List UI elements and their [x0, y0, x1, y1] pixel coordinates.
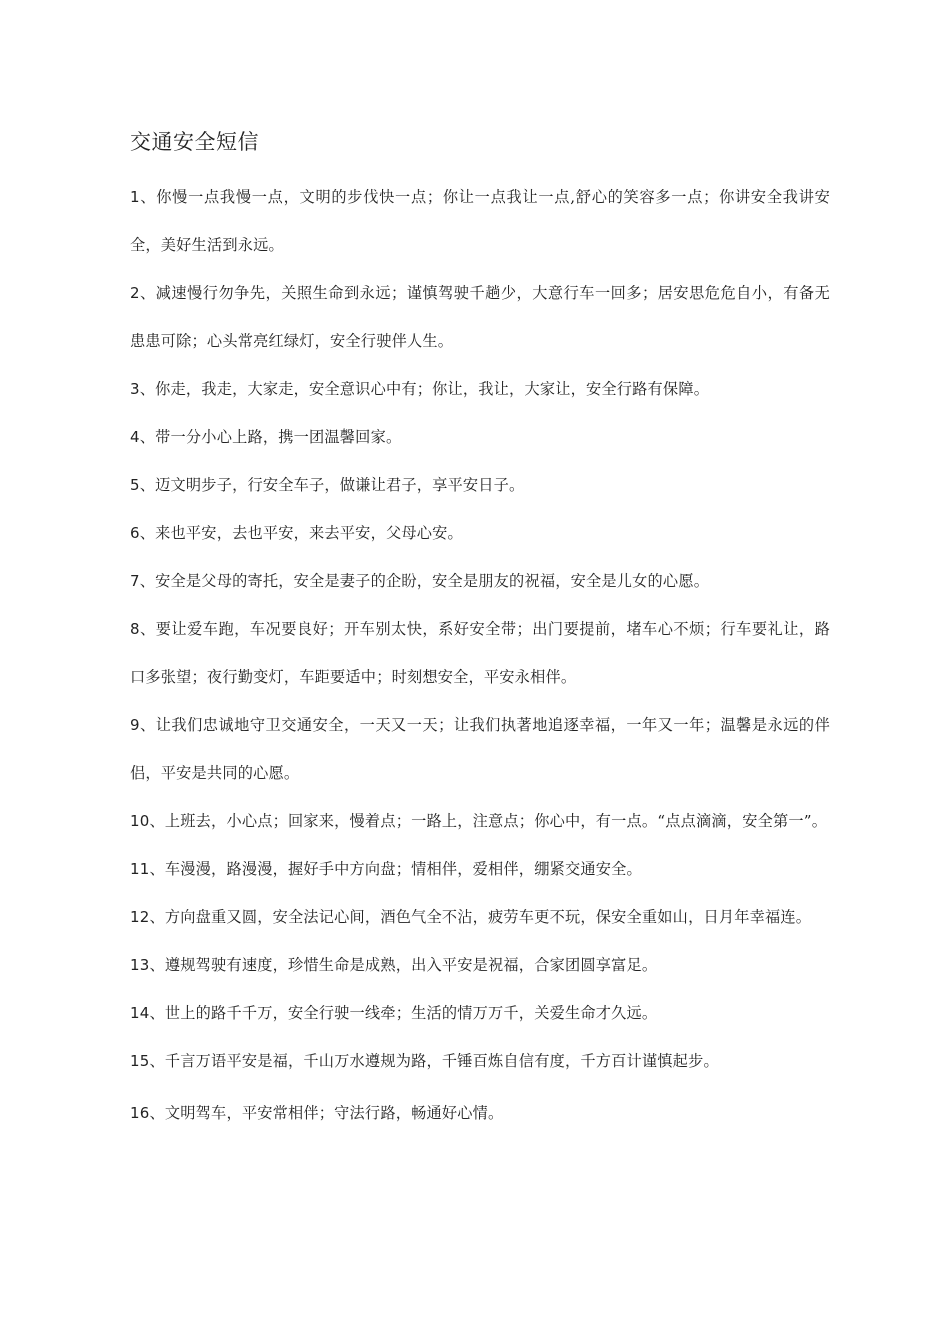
- message-separator: 、: [139, 716, 156, 734]
- message-text: 文明驾车，平安常相伴；守法行路，畅通好心情。: [164, 1104, 504, 1122]
- message-item: [130, 461, 830, 509]
- message-text: 减速慢行勿争先，关照生命到永远；谨慎驾驶千趟少，大意行车一回多；居安思危危自小，有备无患患可除；心头常亮红绿灯，安全行驶伴人生。: [130, 284, 831, 350]
- message-text: 安全是父母的寄托，安全是妻子的企盼，安全是朋友的祝福，安全是儿女的心愿。: [155, 572, 710, 590]
- document-page: [130, 126, 830, 1137]
- message-separator: 、: [139, 572, 156, 590]
- message-separator: 、: [149, 908, 165, 926]
- message-text: 方向盘重又圆，安全法记心间，酒色气全不沾，疲劳车更不玩，保安全重如山，日月年幸福连。: [164, 908, 812, 926]
- message-separator: 、: [149, 812, 165, 830]
- message-text: 带一分小心上路，携一团温馨回家。: [155, 428, 402, 446]
- message-separator: 、: [139, 428, 156, 446]
- message-separator: 、: [139, 380, 156, 398]
- message-text: 来也平安，去也平安，来去平安，父母心安。: [155, 524, 463, 542]
- message-number: 1: [130, 188, 140, 206]
- message-number: 10: [130, 812, 150, 830]
- message-item: [130, 893, 830, 941]
- document-title: 交通安全短信: [130, 130, 259, 154]
- message-separator: 、: [139, 524, 156, 542]
- message-separator: 、: [139, 284, 156, 302]
- message-item: [130, 701, 830, 797]
- message-item: [130, 365, 830, 413]
- message-item: [130, 269, 830, 365]
- message-number: 9: [130, 716, 140, 734]
- message-separator: 、: [149, 1104, 165, 1122]
- message-separator: 、: [139, 188, 157, 206]
- message-number: 16: [130, 1104, 150, 1122]
- message-text: 千言万语平安是福，千山万水遵规为路，千锤百炼自信有度，千方百计谨慎起步。: [164, 1052, 719, 1070]
- message-item: [130, 173, 830, 269]
- message-text: 要让爱车跑，车况要良好；开车别太快，系好安全带；出门要提前，堵车心不烦；行车要礼让，路口多张望；夜行勤变灯，车距要适中；时刻想安全，平安永相伴。: [130, 620, 831, 686]
- message-number: 15: [130, 1052, 150, 1070]
- message-item: [130, 1037, 830, 1085]
- message-text: 你走，我走，大家走，安全意识心中有；你让，我让，大家让，安全行路有保障。: [155, 380, 710, 398]
- message-separator: 、: [139, 476, 156, 494]
- message-item: [130, 797, 830, 845]
- message-separator: 、: [139, 620, 156, 638]
- message-number: 8: [130, 620, 140, 638]
- message-separator: 、: [149, 1004, 165, 1022]
- message-number: 4: [130, 428, 140, 446]
- message-text: 遵规驾驶有速度，珍惜生命是成熟，出入平安是祝福，合家团圆享富足。: [164, 956, 658, 974]
- message-text: 世上的路千千万，安全行驶一线牵；生活的情万万千，关爱生命才久远。: [164, 1004, 658, 1022]
- message-item: [130, 557, 830, 605]
- message-number: 14: [130, 1004, 150, 1022]
- message-item: [130, 845, 830, 893]
- message-separator: 、: [149, 1052, 165, 1070]
- message-number: 5: [130, 476, 140, 494]
- message-number: 12: [130, 908, 150, 926]
- message-number: 13: [130, 956, 150, 974]
- message-item: [130, 989, 830, 1037]
- message-item: [130, 509, 830, 557]
- message-item: [130, 1089, 830, 1137]
- message-list: [130, 173, 830, 1137]
- message-number: 3: [130, 380, 140, 398]
- message-text: 你慢一点我慢一点，文明的步伐快一点；你让一点我让一点,舒心的笑容多一点；你讲安全我讲安全，美好生活到永远。: [130, 188, 830, 254]
- message-text: 让我们忠诚地守卫交通安全，一天又一天；让我们执著地追逐幸福，一年又一年；温馨是永远的伴侣，平安是共同的心愿。: [130, 716, 831, 782]
- message-text: 迈文明步子，行安全车子，做谦让君子，享平安日子。: [155, 476, 525, 494]
- message-separator: 、: [149, 860, 165, 878]
- message-number: 11: [130, 860, 150, 878]
- message-item: [130, 413, 830, 461]
- message-item: [130, 941, 830, 989]
- message-number: 6: [130, 524, 140, 542]
- message-text: 车漫漫，路漫漫，握好手中方向盘；情相伴，爱相伴，绷紧交通安全。: [164, 860, 642, 878]
- message-text: 上班去，小心点；回家来，慢着点；一路上，注意点；你心中，有一点。“点点滴滴，安全第一”。: [164, 812, 828, 830]
- message-separator: 、: [149, 956, 165, 974]
- message-number: 2: [130, 284, 140, 302]
- message-item: [130, 605, 830, 701]
- message-number: 7: [130, 572, 140, 590]
